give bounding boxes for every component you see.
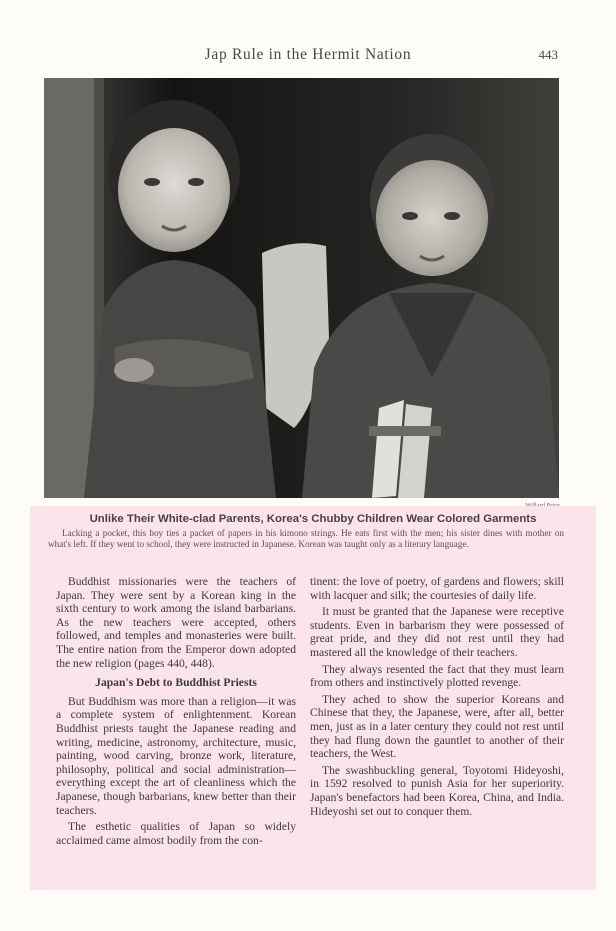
photo-illustration xyxy=(44,78,559,498)
caption-text: Lacking a pocket, this boy ties a packet of papers in his kimono strings. He eats first with the men; his sister dines with mother on what's left. If they went to school, they were instructed in Japanese. Korean was taught only as a literary language. xyxy=(48,528,564,550)
page-number: 443 xyxy=(538,47,558,62)
paragraph: tinent: the love of poetry, of gardens and flowers; skill with lacquer and silk; the courtesies of daily life. xyxy=(310,575,564,602)
paragraph: Buddhist missionaries were the teachers of Japan. They were sent by a Korean king in the sixth century to work among the island barbarians. As the new teachers were accepted, others followed, and temples and monasteries were built. The entire nation from the Emperor down adopted the new religion (pages 440, 448). xyxy=(56,575,296,670)
article-left-column xyxy=(56,575,296,850)
section-subhead: Japan's Debt to Buddhist Priests xyxy=(95,676,257,690)
caption-title: Unlike Their White-clad Parents, Korea's Chubby Children Wear Colored Garments xyxy=(89,513,537,525)
paragraph: The esthetic qualities of Japan so widely acclaimed came almost bodily from the con- xyxy=(56,820,296,847)
page-header xyxy=(0,46,616,70)
paragraph: The swashbuckling general, Toyotomi Hideyoshi, in 1592 resolved to punish Asia for her superiority. Japan's benefactors had been Korea, China, and India. Hideyoshi set out to conquer them. xyxy=(310,763,564,818)
paragraph: They always resented the fact that they must learn from others and instinctively plotted revenge. xyxy=(310,662,564,690)
photograph-korean-children xyxy=(44,78,559,498)
running-title: Jap Rule in the Hermit Nation xyxy=(204,46,412,63)
paragraph: But Buddhism was more than a religion—it was a complete system of enlightenment. Korean Buddhist priests taught the Japanese reading and writing, medicine, astronomy, architecture, music, painting, wood carving, bronze work, literature, philosophy, political and social administration—everything except the art of cleanliness which the Japanese, though barbarians, knew better than their teachers. xyxy=(56,694,296,817)
article-right-column xyxy=(310,575,564,821)
paragraph: They ached to show the superior Koreans and Chinese that they, the Japanese, were, after all, better men, just as in a later century they could not rest until they had flung down the gauntlet to another of their teachers, the West. xyxy=(310,692,564,761)
paragraph: It must be granted that the Japanese were receptive students. Even in barbarism they were possessed of great pride, and they did not rest until they had mastered all the knowledge of their teachers. xyxy=(310,605,564,659)
